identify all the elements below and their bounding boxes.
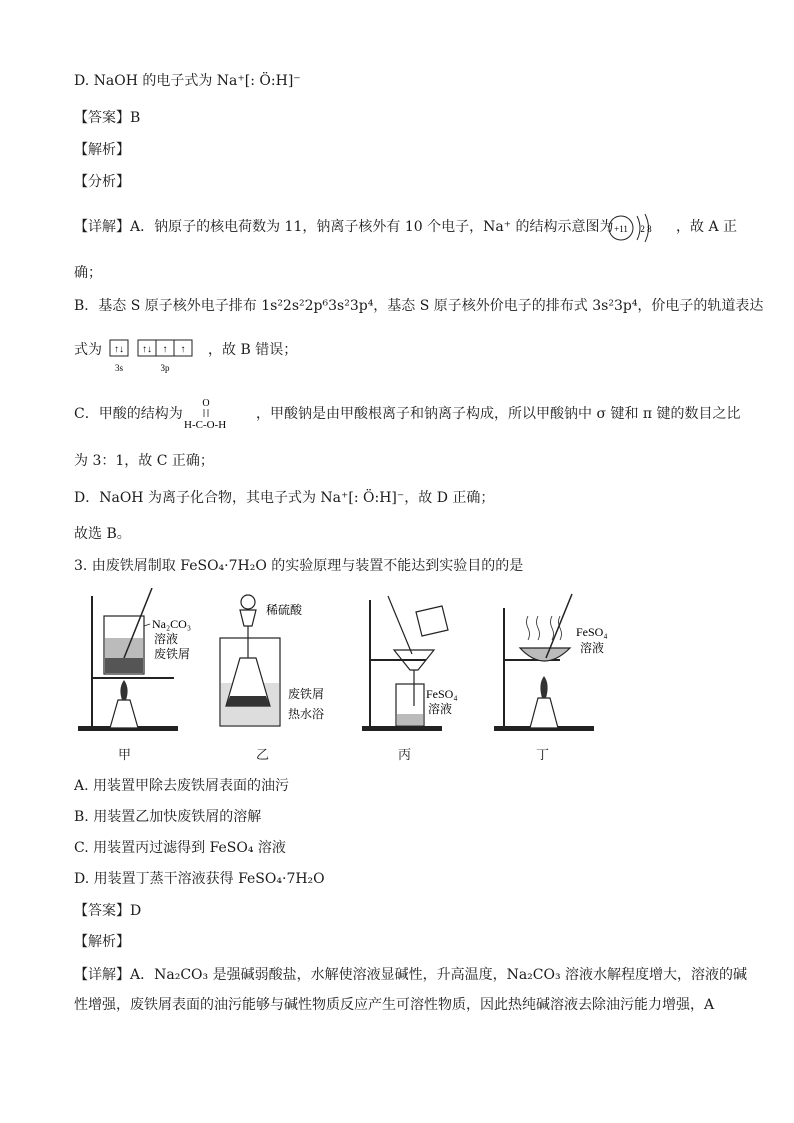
choose-line: 故选 B。 (74, 526, 131, 542)
formic-oxygen: O (202, 398, 210, 409)
detail-d-line: D．NaOH 为离子化合物，其电子式为 Na⁺[: Ö:H]⁻，故 D 正确； (74, 490, 495, 506)
caption-jia: 甲 (118, 748, 132, 763)
svg-text:↑: ↑ (162, 344, 168, 355)
detail-b-line1: B．基态 S 原子核外电子排布 1s²2s²2p⁶3s²3p⁴，基态 S 原子核外价电子的排布式 3s²3p⁴，价电子的轨道表达 (74, 298, 764, 314)
orbital-3p-label: 3p (160, 363, 170, 373)
apparatus-bing (360, 588, 490, 742)
detail-a-line2: 确； (74, 265, 102, 281)
caption-yi: 乙 (256, 748, 270, 763)
detail-c-suffix: ，甲酸钠是由甲酸根离子和钠离子构成，所以甲酸钠中 σ 键和 π 键的数目之比 (256, 406, 741, 422)
option-a: A. 用装置甲除去废铁屑表面的油污 (74, 778, 290, 794)
jia-label-na2co3: Na₂CO₃ (152, 617, 192, 631)
answer-label-2: 【答案】D (74, 903, 142, 919)
analysis-label: 【解析】 (74, 142, 130, 158)
orbital-diagram (108, 336, 204, 380)
yi-label-waterbath: 热水浴 (288, 707, 325, 721)
yi-label-iron: 废铁屑 (288, 687, 325, 701)
detail2-line2: 性增强，废铁屑表面的油污能够与碱性物质反应产生可溶性物质，因此热纯碱溶液去除油污能力增强，A (74, 997, 715, 1013)
formic-chain: H-C-O-H (184, 419, 227, 431)
caption-bing: 丙 (398, 748, 412, 763)
fenxi-label: 【分析】 (74, 174, 130, 190)
bing-label-feso4: FeSO₄ (426, 687, 458, 701)
option-b: B. 用装置乙加快废铁屑的溶解 (74, 809, 262, 825)
detail-b-prefix: 式为 (74, 342, 102, 358)
answer-label: 【答案】B (74, 110, 141, 126)
apparatus-yi (212, 588, 362, 742)
detail-b-suffix: ，故 B 错误； (208, 342, 298, 358)
nucleus-charge: +11 (614, 224, 628, 234)
analysis-label-2: 【解析】 (74, 934, 130, 950)
apparatus-jia (74, 588, 214, 742)
option-d: D. 用装置丁蒸干溶液获得 FeSO₄·7H₂O (74, 871, 325, 887)
caption-ding: 丁 (536, 748, 550, 763)
detail-c-prefix: C．甲酸的结构为 (74, 406, 183, 422)
orbital-3s-label: 3s (114, 363, 124, 373)
electron-shells: 2 8 (640, 224, 652, 234)
apparatus-ding (490, 588, 630, 742)
svg-text:↑↓: ↑↓ (114, 344, 124, 355)
ding-label-feso4: FeSO₄ (576, 625, 608, 639)
detail-a-line1-tail: ，故 A 正 (676, 219, 738, 235)
svg-text:↑↓: ↑↓ (142, 344, 152, 355)
option-c: C. 用装置丙过滤得到 FeSO₄ 溶液 (74, 840, 286, 856)
formic-acid-structure (182, 394, 254, 438)
jia-label-iron: 废铁屑 (154, 647, 191, 661)
svg-text:↑: ↑ (180, 344, 186, 355)
option-d-previous: D. NaOH 的电子式为 Na⁺[: Ö:H]⁻ (74, 73, 301, 89)
detail2-line1: 【详解】A．Na₂CO₃ 是强碱弱酸盐，水解使溶液显碱性，升高温度，Na₂CO₃ 溶液水解程度增大，溶液的碱 (74, 967, 748, 983)
ding-label-solution: 溶液 (580, 641, 605, 655)
sodium-ion-structure-diagram (606, 208, 666, 252)
jia-label-solution: 溶液 (154, 632, 179, 646)
detail-c-line2: 为 3：1，故 C 正确； (74, 453, 214, 469)
detail-a-line1: 【详解】A．钠原子的核电荷数为 11，钠离子核外有 10 个电子，Na⁺ 的结构示意图为 (74, 219, 614, 235)
yi-label-acid: 稀硫酸 (266, 603, 303, 617)
bing-label-solution: 溶液 (428, 702, 453, 716)
question-3-title: 3. 由废铁屑制取 FeSO₄·7H₂O 的实验原理与装置不能达到实验目的的是 (74, 558, 524, 574)
